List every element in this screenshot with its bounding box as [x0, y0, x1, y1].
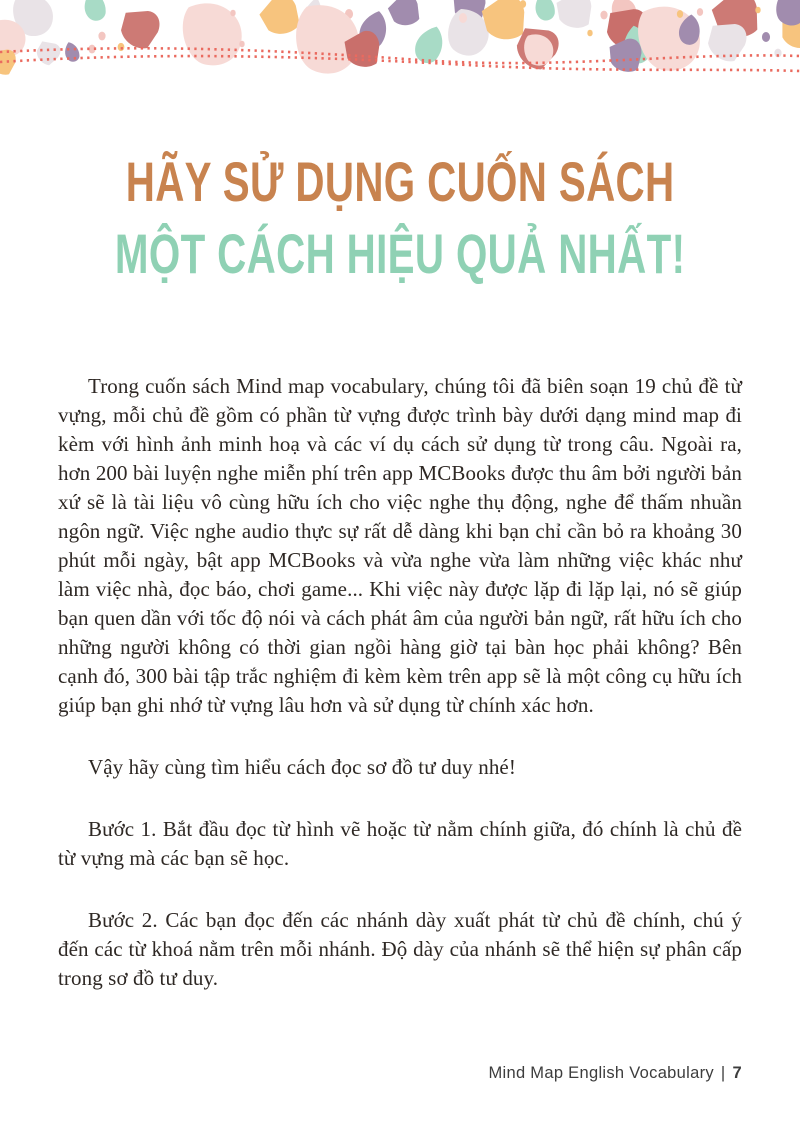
page-title-line1: HÃY SỬ DỤNG CUỐN SÁCH: [125, 150, 675, 213]
terrazzo-header-decoration: [0, 0, 800, 100]
footer-page-number: 7: [732, 1064, 742, 1082]
paragraph-step-1: Bước 1. Bắt đầu đọc từ hình vẽ hoặc từ nằm chính giữa, đó chính là chủ đề từ vựng mà các bạn sẽ học.: [58, 817, 742, 870]
page-footer: [488, 1064, 742, 1083]
footer-book-title: Mind Map English Vocabulary: [488, 1064, 714, 1082]
page-title: [0, 146, 800, 290]
paragraph-intro: Trong cuốn sách Mind map vocabulary, chúng tôi đã biên soạn 19 chủ đề từ vựng, mỗi chủ đề gồm có phần từ vựng được trình bày dưới dạng mind map đi kèm với hình ảnh minh hoạ và các ví dụ cách sử dụng từ trong câu. Ngoài ra, hơn 200 bài luyện nghe miễn phí trên app MCBooks được thu âm bởi người bản xứ sẽ là tài liệu vô cùng hữu ích cho việc nghe thụ động, nghe để thấm nhuần ngôn ngữ. Việc nghe audio thực sự rất dễ dàng khi bạn chỉ cần bỏ ra khoảng 30 phút mỗi ngày, bật app MCBooks và vừa nghe vừa làm những việc khác như làm việc nhà, đọc báo, chơi game... Khi việc này được lặp đi lặp lại, nó sẽ giúp bạn quen dần với tốc độ nói và cách phát âm của người bản ngữ, rất hữu ích cho những người không có thời gian ngồi hàng giờ tại bàn học phải không? Bên cạnh đó, 300 bài tập trắc nghiệm đi kèm kèm trên app sẽ là một công cụ hữu ích giúp bạn ghi nhớ từ vựng lâu hơn và sử dụng từ chính xác hơn.: [58, 374, 742, 717]
page-title-line2: MỘT CÁCH HIỆU QUẢ NHẤT!: [114, 222, 686, 285]
terrazzo-chips: [0, 0, 800, 76]
paragraph-lead-in: Vậy hãy cùng tìm hiểu cách đọc sơ đồ tư duy nhé!: [88, 755, 516, 779]
paragraph-step-2: Bước 2. Các bạn đọc đến các nhánh dày xuất phát từ chủ đề chính, chú ý đến các từ khoá nằm trên mỗi nhánh. Độ dày của nhánh sẽ thể hiện sự phân cấp trong sơ đồ tư duy.: [58, 908, 742, 990]
footer-separator: |: [720, 1064, 726, 1082]
body-text: [58, 372, 742, 993]
